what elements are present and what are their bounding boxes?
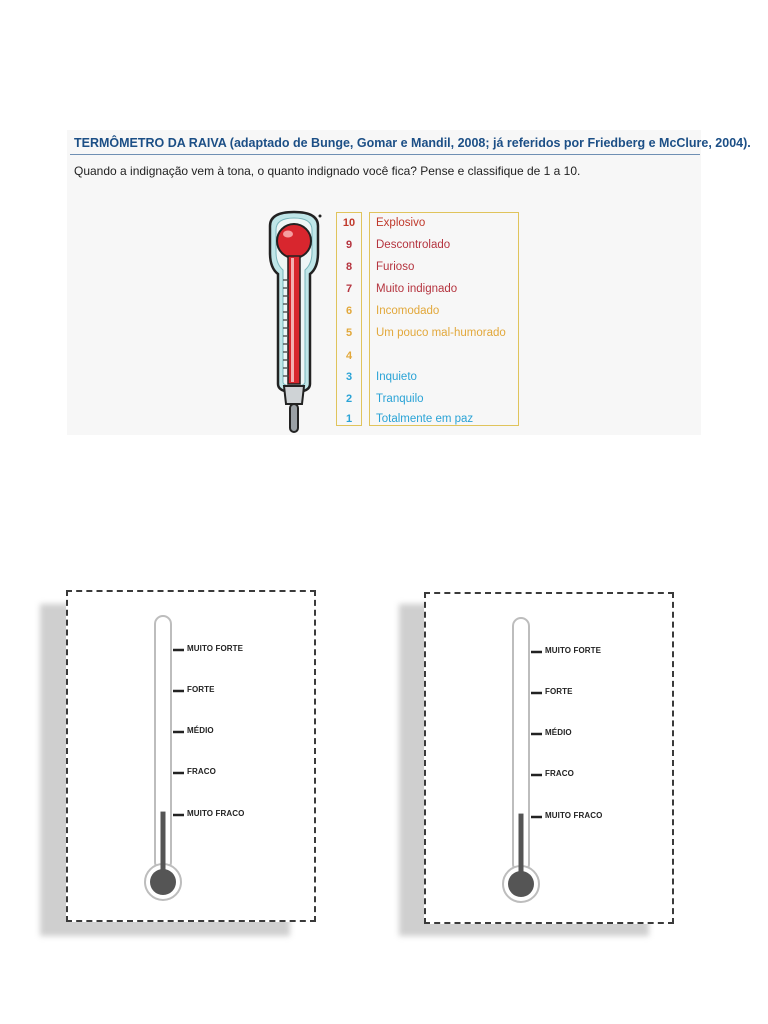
scale-label: Totalmente em paz (376, 413, 474, 425)
thermometer-card-right (424, 592, 674, 924)
thermometer-fill (161, 812, 166, 876)
scale-number: 1 (345, 413, 353, 425)
scale-number: 7 (345, 283, 353, 295)
thermometer-card-left (66, 590, 316, 922)
level-label: FRACO (545, 769, 574, 778)
page-title: TERMÔMETRO DA RAIVA (adaptado de Bunge, Gomar e Mandil, 2008; já referidos por Friedberg e McClure, 2004). (74, 136, 751, 150)
thermometer-illustration (254, 208, 334, 438)
scale-number: 9 (345, 239, 353, 251)
level-label: MUITO FORTE (187, 644, 244, 653)
scale-number: 4 (345, 350, 353, 362)
scale-label: Explosivo (376, 217, 426, 229)
mini-thermometer (426, 594, 672, 922)
mini-thermometer (68, 592, 314, 920)
scale-label-column (369, 212, 519, 426)
instruction-text: Quando a indignação vem à tona, o quanto indignado você fica? Pense e classifique de 1 a 10. (74, 164, 581, 178)
scale-number: 10 (342, 217, 356, 229)
scale-label: Descontrolado (376, 239, 451, 251)
scale-label: Um pouco mal-humorado (376, 327, 506, 339)
scale-number: 5 (345, 327, 353, 339)
level-label: MUITO FORTE (545, 646, 602, 655)
level-label: FORTE (187, 685, 215, 694)
level-label: MUITO FRACO (545, 811, 603, 820)
level-label: MÉDIO (545, 728, 572, 737)
level-label: FORTE (545, 687, 573, 696)
scale-number: 2 (345, 393, 353, 405)
level-label: FRACO (187, 767, 216, 776)
scale-number-column (336, 212, 362, 426)
level-label: MÉDIO (187, 726, 214, 735)
thermometer-fill (519, 814, 524, 878)
scale-number: 8 (345, 261, 353, 273)
scale-label: Furioso (376, 261, 415, 273)
scale-label: Inquieto (376, 371, 417, 383)
level-label: MUITO FRACO (187, 809, 245, 818)
scale-label: Tranquilo (376, 393, 424, 405)
title-divider (70, 154, 700, 155)
scale-number: 6 (345, 305, 353, 317)
scale-label: Muito indignado (376, 283, 458, 295)
scale-number: 3 (345, 371, 353, 383)
scale-label: Incomodado (376, 305, 440, 317)
